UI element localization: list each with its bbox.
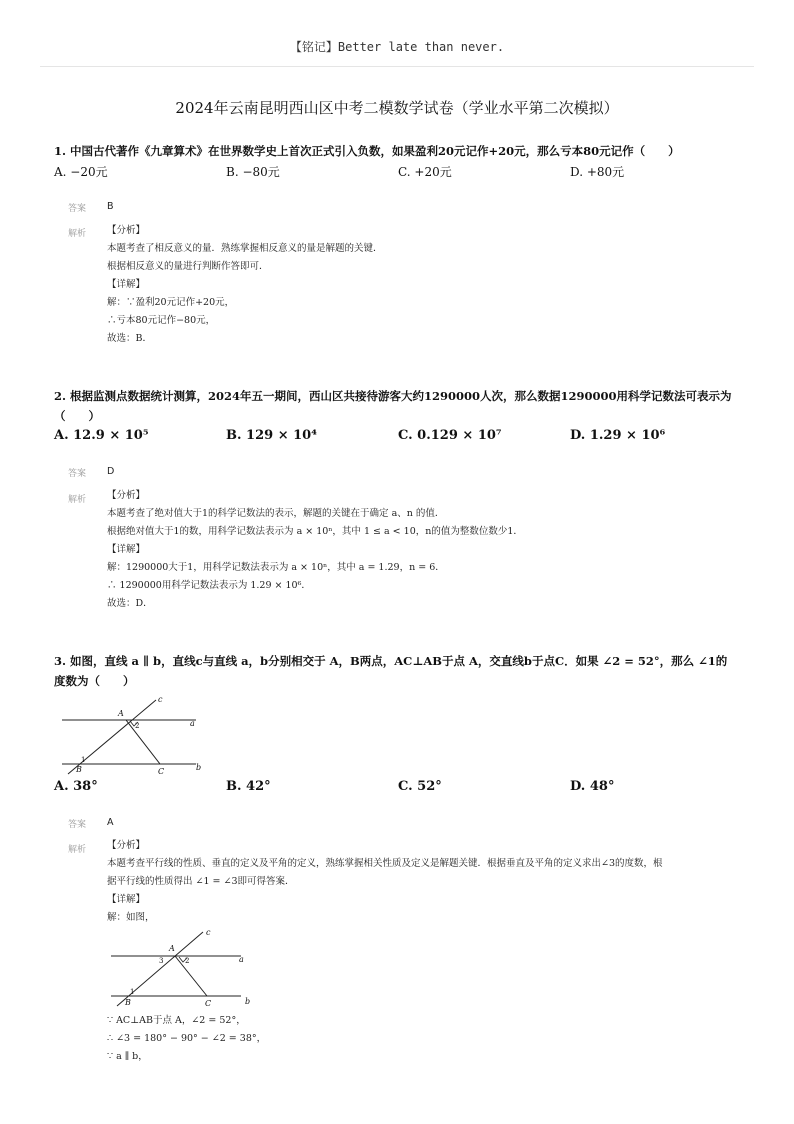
q2-stem-paren: （ ） bbox=[54, 409, 100, 423]
segment-ac bbox=[126, 720, 160, 764]
q3-analysis-label: 解析 bbox=[68, 845, 87, 855]
label-B: B bbox=[76, 765, 82, 774]
solution-angle-2-label: 2 bbox=[185, 957, 190, 965]
q1-option-d[interactable]: D. +80元 bbox=[570, 165, 625, 179]
solution-label-A: A bbox=[169, 944, 175, 953]
q3-answer-label: 答案 bbox=[68, 820, 87, 830]
q3-step: ∵ AC⊥AB于点 A，∠2 = 52°， bbox=[107, 1015, 246, 1026]
q2-stem: 2. 根据监测点数据统计测算，2024年五一期间，西山区共接待游客大约1290000人次，那么数据1290000用科学记数法可表示为 bbox=[54, 389, 732, 403]
solution-angle-1-label: 1 bbox=[130, 988, 135, 996]
q1-option-c[interactable]: C. +20元 bbox=[398, 165, 452, 179]
q2-option-c[interactable] bbox=[398, 428, 502, 443]
q3-line: 【分析】 bbox=[107, 840, 146, 851]
solution-label-a: a bbox=[239, 955, 244, 964]
q3-figure bbox=[56, 692, 216, 778]
label-a: a bbox=[190, 719, 195, 728]
q2-line: 【分析】 bbox=[107, 490, 146, 501]
q1-stem: 1. 中国古代著作《九章算术》在世界数学史上首次正式引入负数，如果盈利20元记作+20元，那么亏本80元记作（ ） bbox=[54, 144, 680, 158]
q1-analysis-label: 解析 bbox=[68, 229, 87, 239]
solution-segment-ac bbox=[175, 956, 207, 996]
q3-stem: 3. 如图，直线 a ∥ b，直线c与直线 a，b分别相交于 A，B两点，AC⊥AB于点 A，交直线b于点C．如果 ∠2 = 52°，那么 ∠1的 bbox=[54, 654, 728, 668]
q1-line: 故选：B． bbox=[107, 333, 152, 344]
solution-label-B: B bbox=[125, 998, 131, 1007]
exam-title: 2024年云南昆明西山区中考二模数学试卷（学业水平第二次模拟） bbox=[175, 99, 619, 117]
q2-option-b[interactable] bbox=[226, 428, 317, 443]
label-A: A bbox=[118, 709, 124, 718]
q2-option-c-text: C. 0.129 × 10⁷ bbox=[398, 428, 502, 443]
q2-line: ∴ 1290000用科学记数法表示为 1.29 × 10⁶． bbox=[107, 580, 311, 591]
solution-label-c: c bbox=[206, 928, 211, 937]
q1-line: 本题考查了相反意义的量．熟练掌握相反意义的量是解题的关键． bbox=[107, 243, 383, 254]
q3-option-a-text: A. 38° bbox=[54, 779, 98, 794]
q3-line: 本题考查平行线的性质、垂直的定义及平角的定义，熟练掌握相关性质及定义是解题关键．根据垂直及平角的定义求出∠3的度数，根 bbox=[107, 858, 663, 869]
q3-option-a[interactable] bbox=[54, 779, 98, 794]
q3-option-d[interactable] bbox=[570, 779, 614, 794]
q2-line: 【详解】 bbox=[107, 544, 146, 555]
q2-analysis bbox=[107, 487, 757, 613]
q3-option-b[interactable] bbox=[226, 779, 271, 794]
q2-option-a[interactable] bbox=[54, 428, 149, 443]
q3-analysis bbox=[107, 837, 757, 927]
label-c: c bbox=[158, 695, 163, 704]
page-header: 【铭记】Better late than never. bbox=[289, 40, 505, 54]
header-divider bbox=[40, 66, 754, 67]
q2-line: 故选：D． bbox=[107, 598, 153, 609]
q2-line: 解：1290000大于1，用科学记数法表示为 a × 10ⁿ，其中 a = 1.29，n = 6． bbox=[107, 562, 445, 573]
q3-step: ∴ ∠3 = 180° − 90° − ∠2 = 38°， bbox=[107, 1033, 267, 1044]
q1-analysis bbox=[107, 222, 747, 348]
q2-option-a-text: A. 12.9 × 10⁵ bbox=[54, 428, 149, 443]
q1-answer-value: B bbox=[107, 201, 114, 212]
q2-answer-value: D bbox=[107, 466, 115, 477]
q3-solution-steps bbox=[107, 1012, 757, 1066]
q1-option-b[interactable]: B. −80元 bbox=[226, 165, 280, 179]
q3-line: 解：如图， bbox=[107, 912, 155, 923]
solution-angle-3-label: 3 bbox=[159, 957, 164, 965]
q1-line: 解：∵盈利20元记作+20元， bbox=[107, 297, 235, 308]
q1-line: 【详解】 bbox=[107, 279, 146, 290]
q3-option-d-text: D. 48° bbox=[570, 779, 615, 794]
solution-label-C: C bbox=[205, 999, 212, 1008]
q1-answer-label: 答案 bbox=[68, 204, 87, 214]
solution-label-b: b bbox=[245, 997, 251, 1006]
q3-option-c[interactable] bbox=[398, 779, 442, 794]
q3-line: 据平行线的性质得出 ∠1 = ∠3即可得答案． bbox=[107, 876, 295, 887]
q3-solution-figure bbox=[107, 926, 257, 1012]
q2-line: 根据绝对值大于1的数，用科学记数法表示为 a × 10ⁿ，其中 1 ≤ a < 10，n的值为整数位数少1． bbox=[107, 526, 523, 537]
q1-line: 【分析】 bbox=[107, 225, 146, 236]
angle-2-label: 2 bbox=[135, 722, 140, 730]
q2-answer-label: 答案 bbox=[68, 469, 87, 479]
q3-answer-value: A bbox=[107, 817, 114, 828]
q2-analysis-label: 解析 bbox=[68, 495, 87, 505]
q3-option-c-text: C. 52° bbox=[398, 779, 442, 794]
q3-line: 【详解】 bbox=[107, 894, 146, 905]
label-C: C bbox=[158, 767, 165, 776]
label-b: b bbox=[196, 763, 202, 772]
angle-1-label: 1 bbox=[81, 756, 86, 764]
q2-option-d-text: D. 1.29 × 10⁶ bbox=[570, 428, 666, 443]
q1-option-a[interactable]: A. −20元 bbox=[54, 165, 108, 179]
q3-step: ∵ a ∥ b， bbox=[107, 1051, 148, 1062]
q1-line: 根据相反意义的量进行判断作答即可． bbox=[107, 261, 269, 272]
q2-option-d[interactable] bbox=[570, 428, 665, 443]
q3-stem-2: 度数为（ ） bbox=[54, 674, 135, 688]
q2-line: 本题考查了绝对值大于1的科学记数法的表示，解题的关键在于确定 a、n 的值． bbox=[107, 508, 445, 519]
q2-option-b-text: B. 129 × 10⁴ bbox=[226, 428, 317, 443]
q3-option-b-text: B. 42° bbox=[226, 779, 271, 794]
q1-line: ∴亏本80元记作−80元， bbox=[107, 315, 216, 326]
